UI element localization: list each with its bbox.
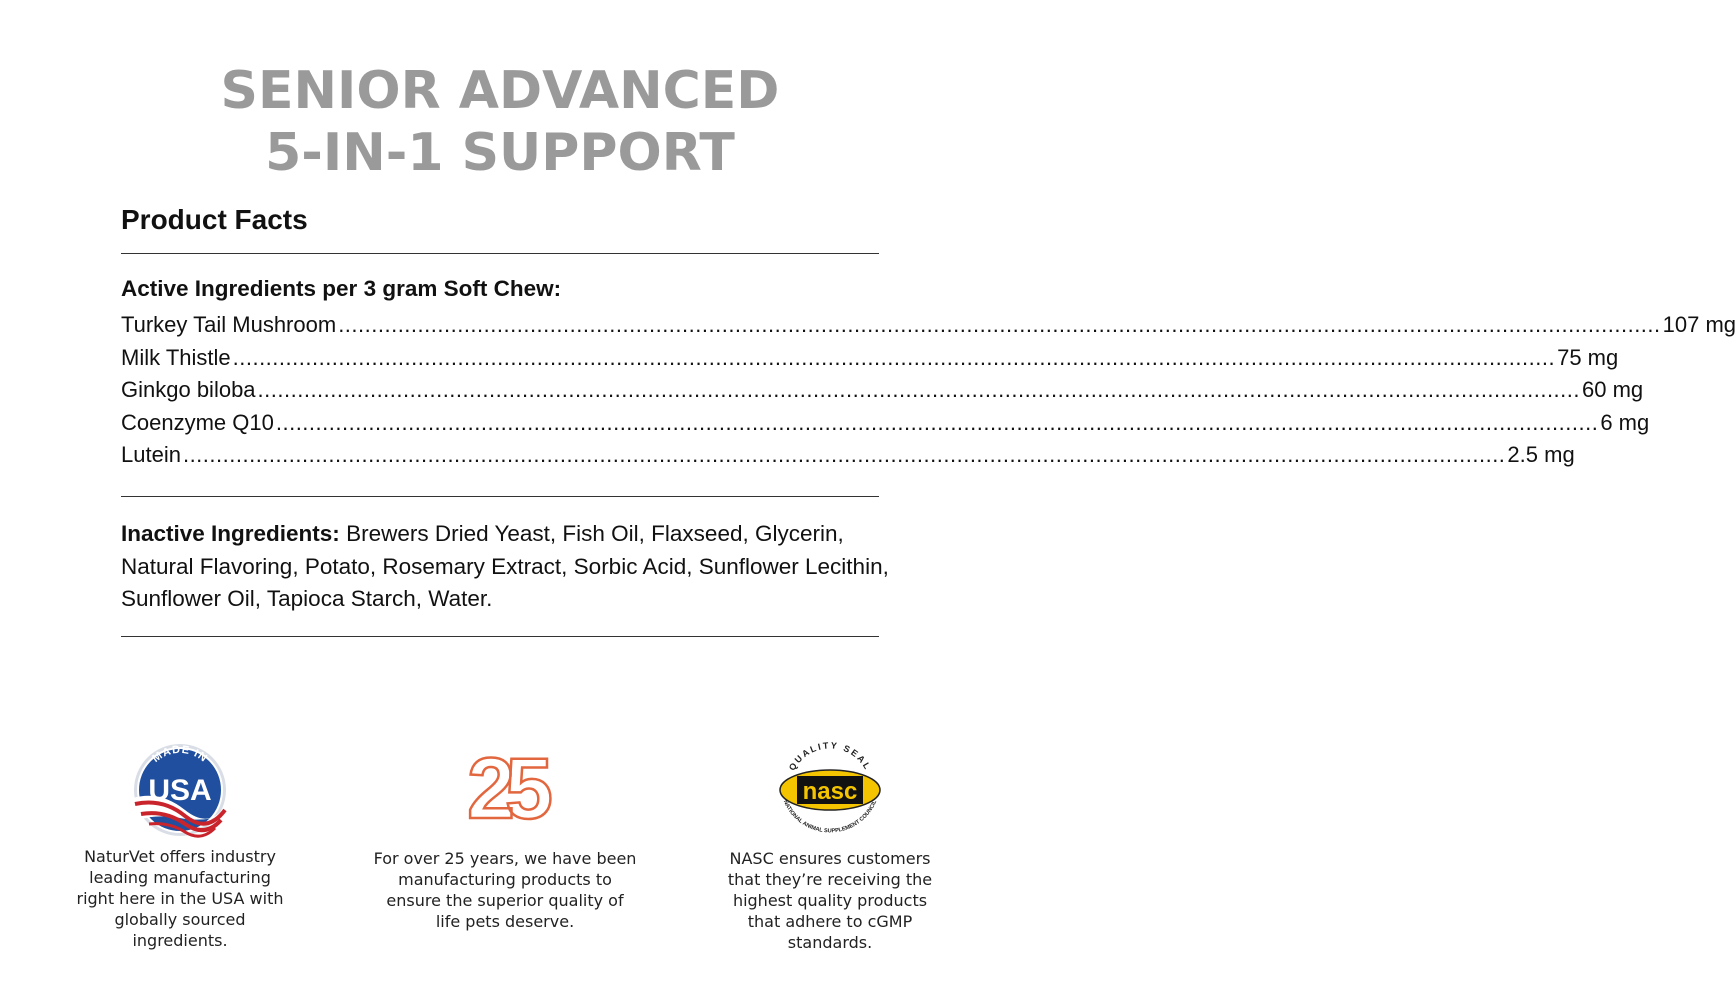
- divider: [121, 636, 879, 637]
- product-title: [0, 60, 1000, 184]
- usa-line: right here in the USA with: [76, 889, 284, 908]
- 25-years-badge: [340, 738, 670, 932]
- made-in-usa-icon: [125, 738, 235, 838]
- title-line-1: SENIOR ADVANCED: [220, 61, 780, 121]
- active-ingredient-row: [121, 344, 1619, 378]
- active-ingredient-row: [121, 312, 1736, 345]
- usa-arc-text: MADE IN: [150, 743, 210, 765]
- active-ingredients-heading: Active Ingredients per 3 gram Soft Chew:: [121, 276, 562, 301]
- 25-years-icon: [450, 738, 560, 838]
- made-in-usa-badge: [40, 738, 320, 951]
- years-line: ensure the superior quality of: [386, 891, 624, 910]
- active-ingredient-row: [121, 377, 1644, 410]
- inactive-ingredients: [121, 518, 891, 616]
- divider: [121, 253, 879, 254]
- nasc-badge: [680, 738, 980, 953]
- nasc-line: that they’re receiving the: [727, 870, 933, 889]
- ingredient-amount: 6 mg: [1600, 409, 1650, 435]
- dot-leader: ........................................................................................................................................................................................................: [182, 442, 1506, 467]
- ingredient-name: Coenzyme Q10: [121, 409, 274, 435]
- nasc-line: NASC ensures customers: [729, 849, 931, 868]
- ingredient-name: Lutein: [121, 442, 181, 467]
- ingredient-amount: 60 mg: [1582, 377, 1644, 402]
- years-description: [340, 848, 670, 932]
- usa-big-text: USA: [148, 774, 212, 807]
- usa-line: NaturVet offers industry: [84, 847, 276, 866]
- nasc-description: [680, 848, 980, 953]
- dot-leader: ........................................................................................................................................................................................................: [257, 377, 1581, 402]
- usa-line: ingredients.: [132, 931, 228, 950]
- nasc-bottom-text: NATIONAL ANIMAL SUPPLEMENT COUNCIL: [781, 799, 879, 835]
- active-ingredient-row: [121, 409, 1650, 443]
- active-ingredient-row: [121, 442, 1575, 475]
- ingredient-amount: 2.5 mg: [1507, 442, 1575, 467]
- ingredient-amount: 75 mg: [1557, 344, 1619, 370]
- dot-leader: ........................................................................................................................................................................................................: [338, 312, 1661, 337]
- years-line: manufacturing products to: [398, 870, 612, 889]
- nasc-quality-seal-icon: [770, 738, 890, 838]
- usa-description: [40, 846, 320, 951]
- ingredient-name: Turkey Tail Mushroom: [121, 312, 337, 337]
- usa-line: globally sourced: [114, 910, 246, 929]
- nasc-line: highest quality products: [732, 891, 928, 910]
- active-ingredients-list: [121, 312, 1736, 475]
- ingredient-name: Ginkgo biloba: [121, 377, 256, 402]
- usa-line: leading manufacturing: [89, 868, 271, 887]
- product-facts-heading: Product Facts: [121, 204, 308, 235]
- svg-text:QUALITY SEAL: [787, 740, 873, 772]
- ingredient-name: Milk Thistle: [121, 344, 231, 370]
- inactive-ingredients-label: Inactive Ingredients:: [121, 521, 340, 546]
- nasc-top-text: QUALITY SEAL: [786, 740, 874, 773]
- nasc-line: that adhere to cGMP: [747, 912, 913, 931]
- nasc-logo-text: nasc: [802, 778, 858, 805]
- ingredient-amount: 107 mg: [1662, 312, 1736, 337]
- 25-number: 25: [467, 741, 543, 837]
- title-line-2: 5-IN-1 SUPPORT: [265, 123, 735, 183]
- years-line: life pets deserve.: [435, 912, 575, 931]
- inactive-ingredients-list: Brewers Dried Yeast, Fish Oil, Flaxseed, Glycerin, Natural Flavoring, Potato, Rosemary Extract, Sorbic Acid, Sunflower Lecithin, Sunflower Oil, Tapioca Starch, Water.: [121, 521, 889, 611]
- nasc-line: standards.: [787, 933, 873, 952]
- years-line: For over 25 years, we have been: [373, 849, 637, 868]
- dot-leader: ........................................................................................................................................................................................................: [275, 409, 1599, 435]
- divider: [121, 496, 879, 497]
- dot-leader: ........................................................................................................................................................................................................: [232, 344, 1556, 370]
